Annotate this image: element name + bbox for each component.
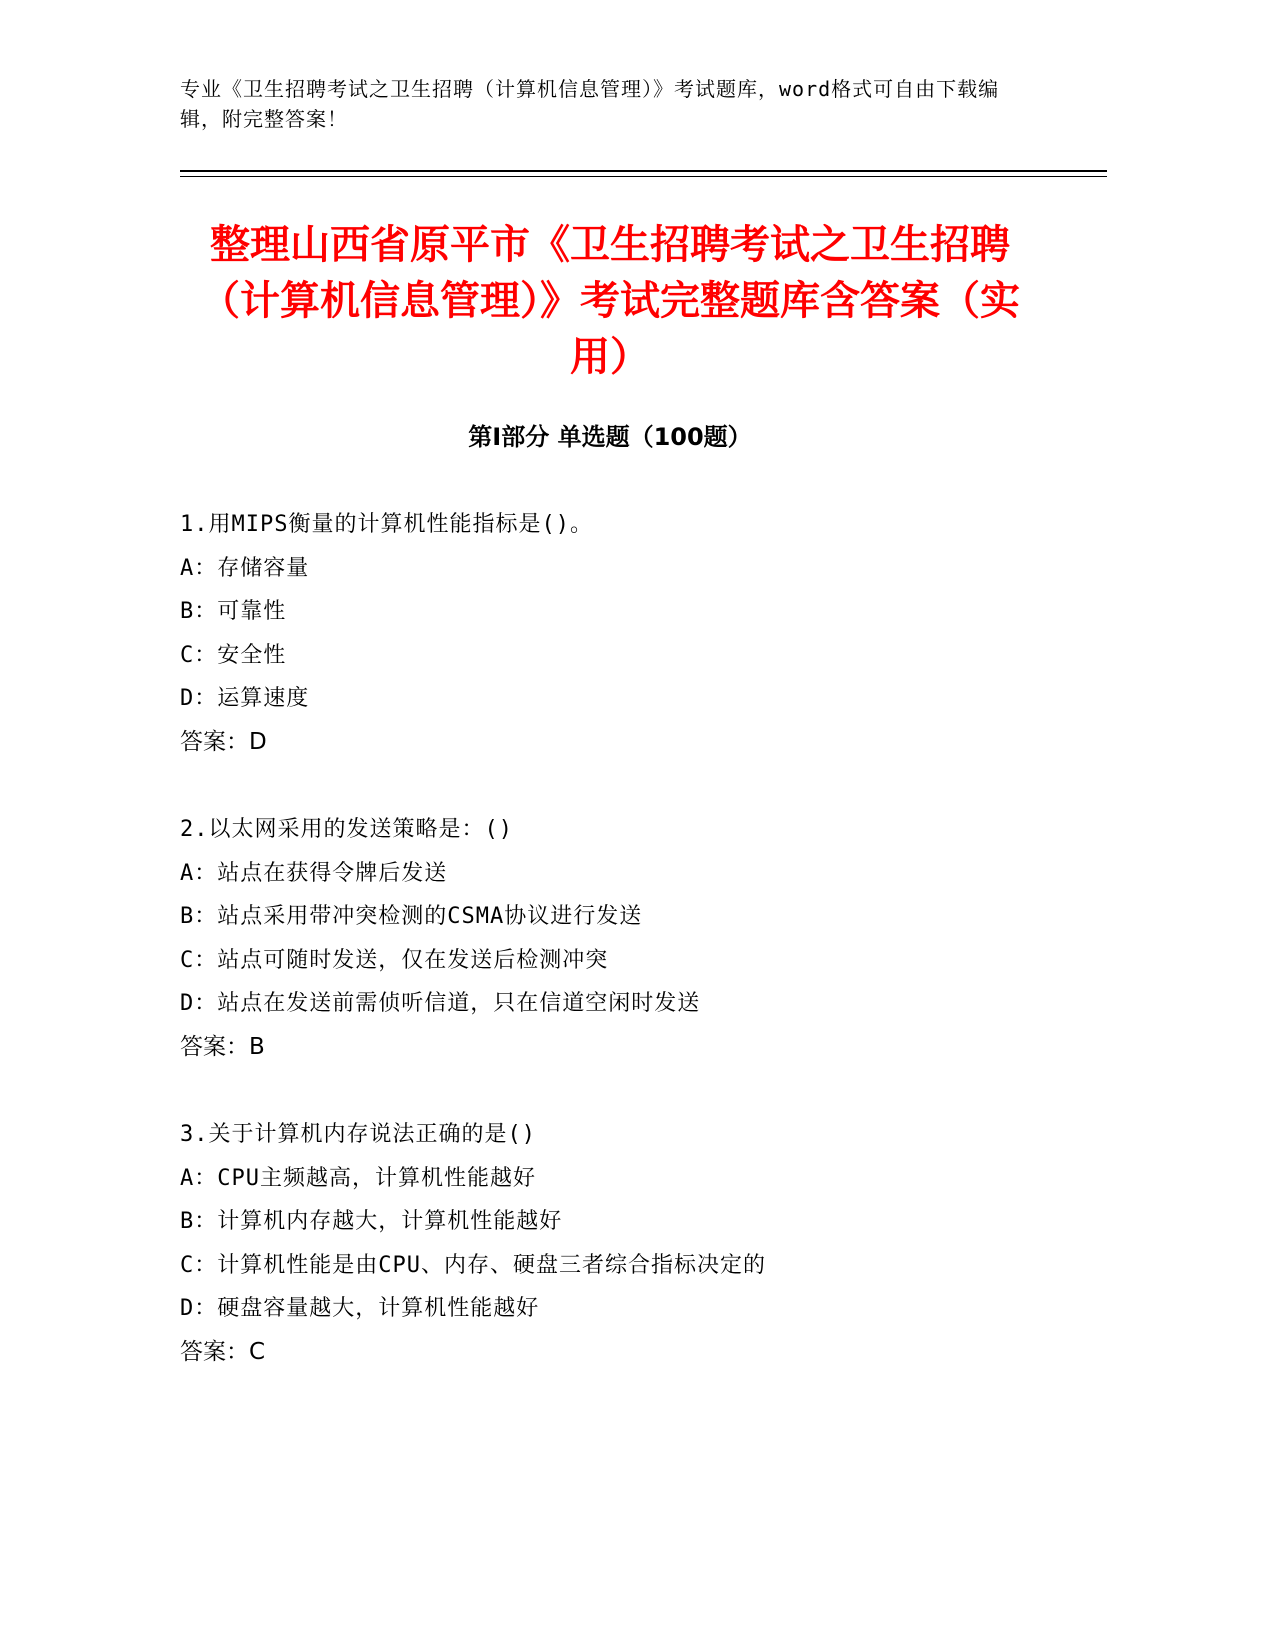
header-note: 专业《卫生招聘考试之卫生招聘（计算机信息管理）》考试题库，word格式可自由下载编辑，附完整答案！: [180, 77, 1000, 131]
option-d: D：站点在发送前需侦听信道，只在信道空闲时发送: [180, 991, 701, 1016]
option-c: C：计算机性能是由CPU、内存、硬盘三者综合指标决定的: [180, 1252, 766, 1278]
question-stem: 2.以太网采用的发送策略是：(): [180, 817, 513, 842]
question-stem: 1.用MIPS衡量的计算机性能指标是()。: [180, 512, 593, 537]
option-a: A：CPU主频越高，计算机性能越好: [180, 1165, 536, 1191]
option-b: B：站点采用带冲突检测的CSMA协议进行发送: [180, 904, 643, 929]
option-b: B：计算机内存越大，计算机性能越好: [180, 1209, 563, 1234]
option-a: A：站点在获得令牌后发送: [180, 860, 448, 886]
answer-line: 答案：B: [180, 1033, 265, 1060]
option-b: B：可靠性: [180, 599, 287, 624]
question-block: [180, 503, 1060, 764]
header-divider-thick: [180, 170, 1107, 172]
header-divider-thin: [180, 176, 1107, 177]
answer-line: 答案：D: [180, 728, 267, 755]
question-stem: 3.关于计算机内存说法正确的是(): [180, 1122, 536, 1147]
option-d: D：运算速度: [180, 686, 310, 711]
section-title: 第Ⅰ部分 单选题（100题）: [468, 423, 752, 451]
option-c: C：站点可随时发送，仅在发送后检测冲突: [180, 947, 609, 973]
option-a: A：存储容量: [180, 555, 310, 581]
option-c: C：安全性: [180, 642, 287, 668]
document-title: 整理山西省原平市《卫生招聘考试之卫生招聘（计算机信息管理）》考试完整题库含答案（实用）: [200, 222, 1020, 380]
option-d: D：硬盘容量越大，计算机性能越好: [180, 1296, 540, 1321]
question-block: [180, 808, 1060, 1069]
answer-line: 答案：C: [180, 1338, 266, 1365]
question-block: [180, 1113, 1060, 1374]
